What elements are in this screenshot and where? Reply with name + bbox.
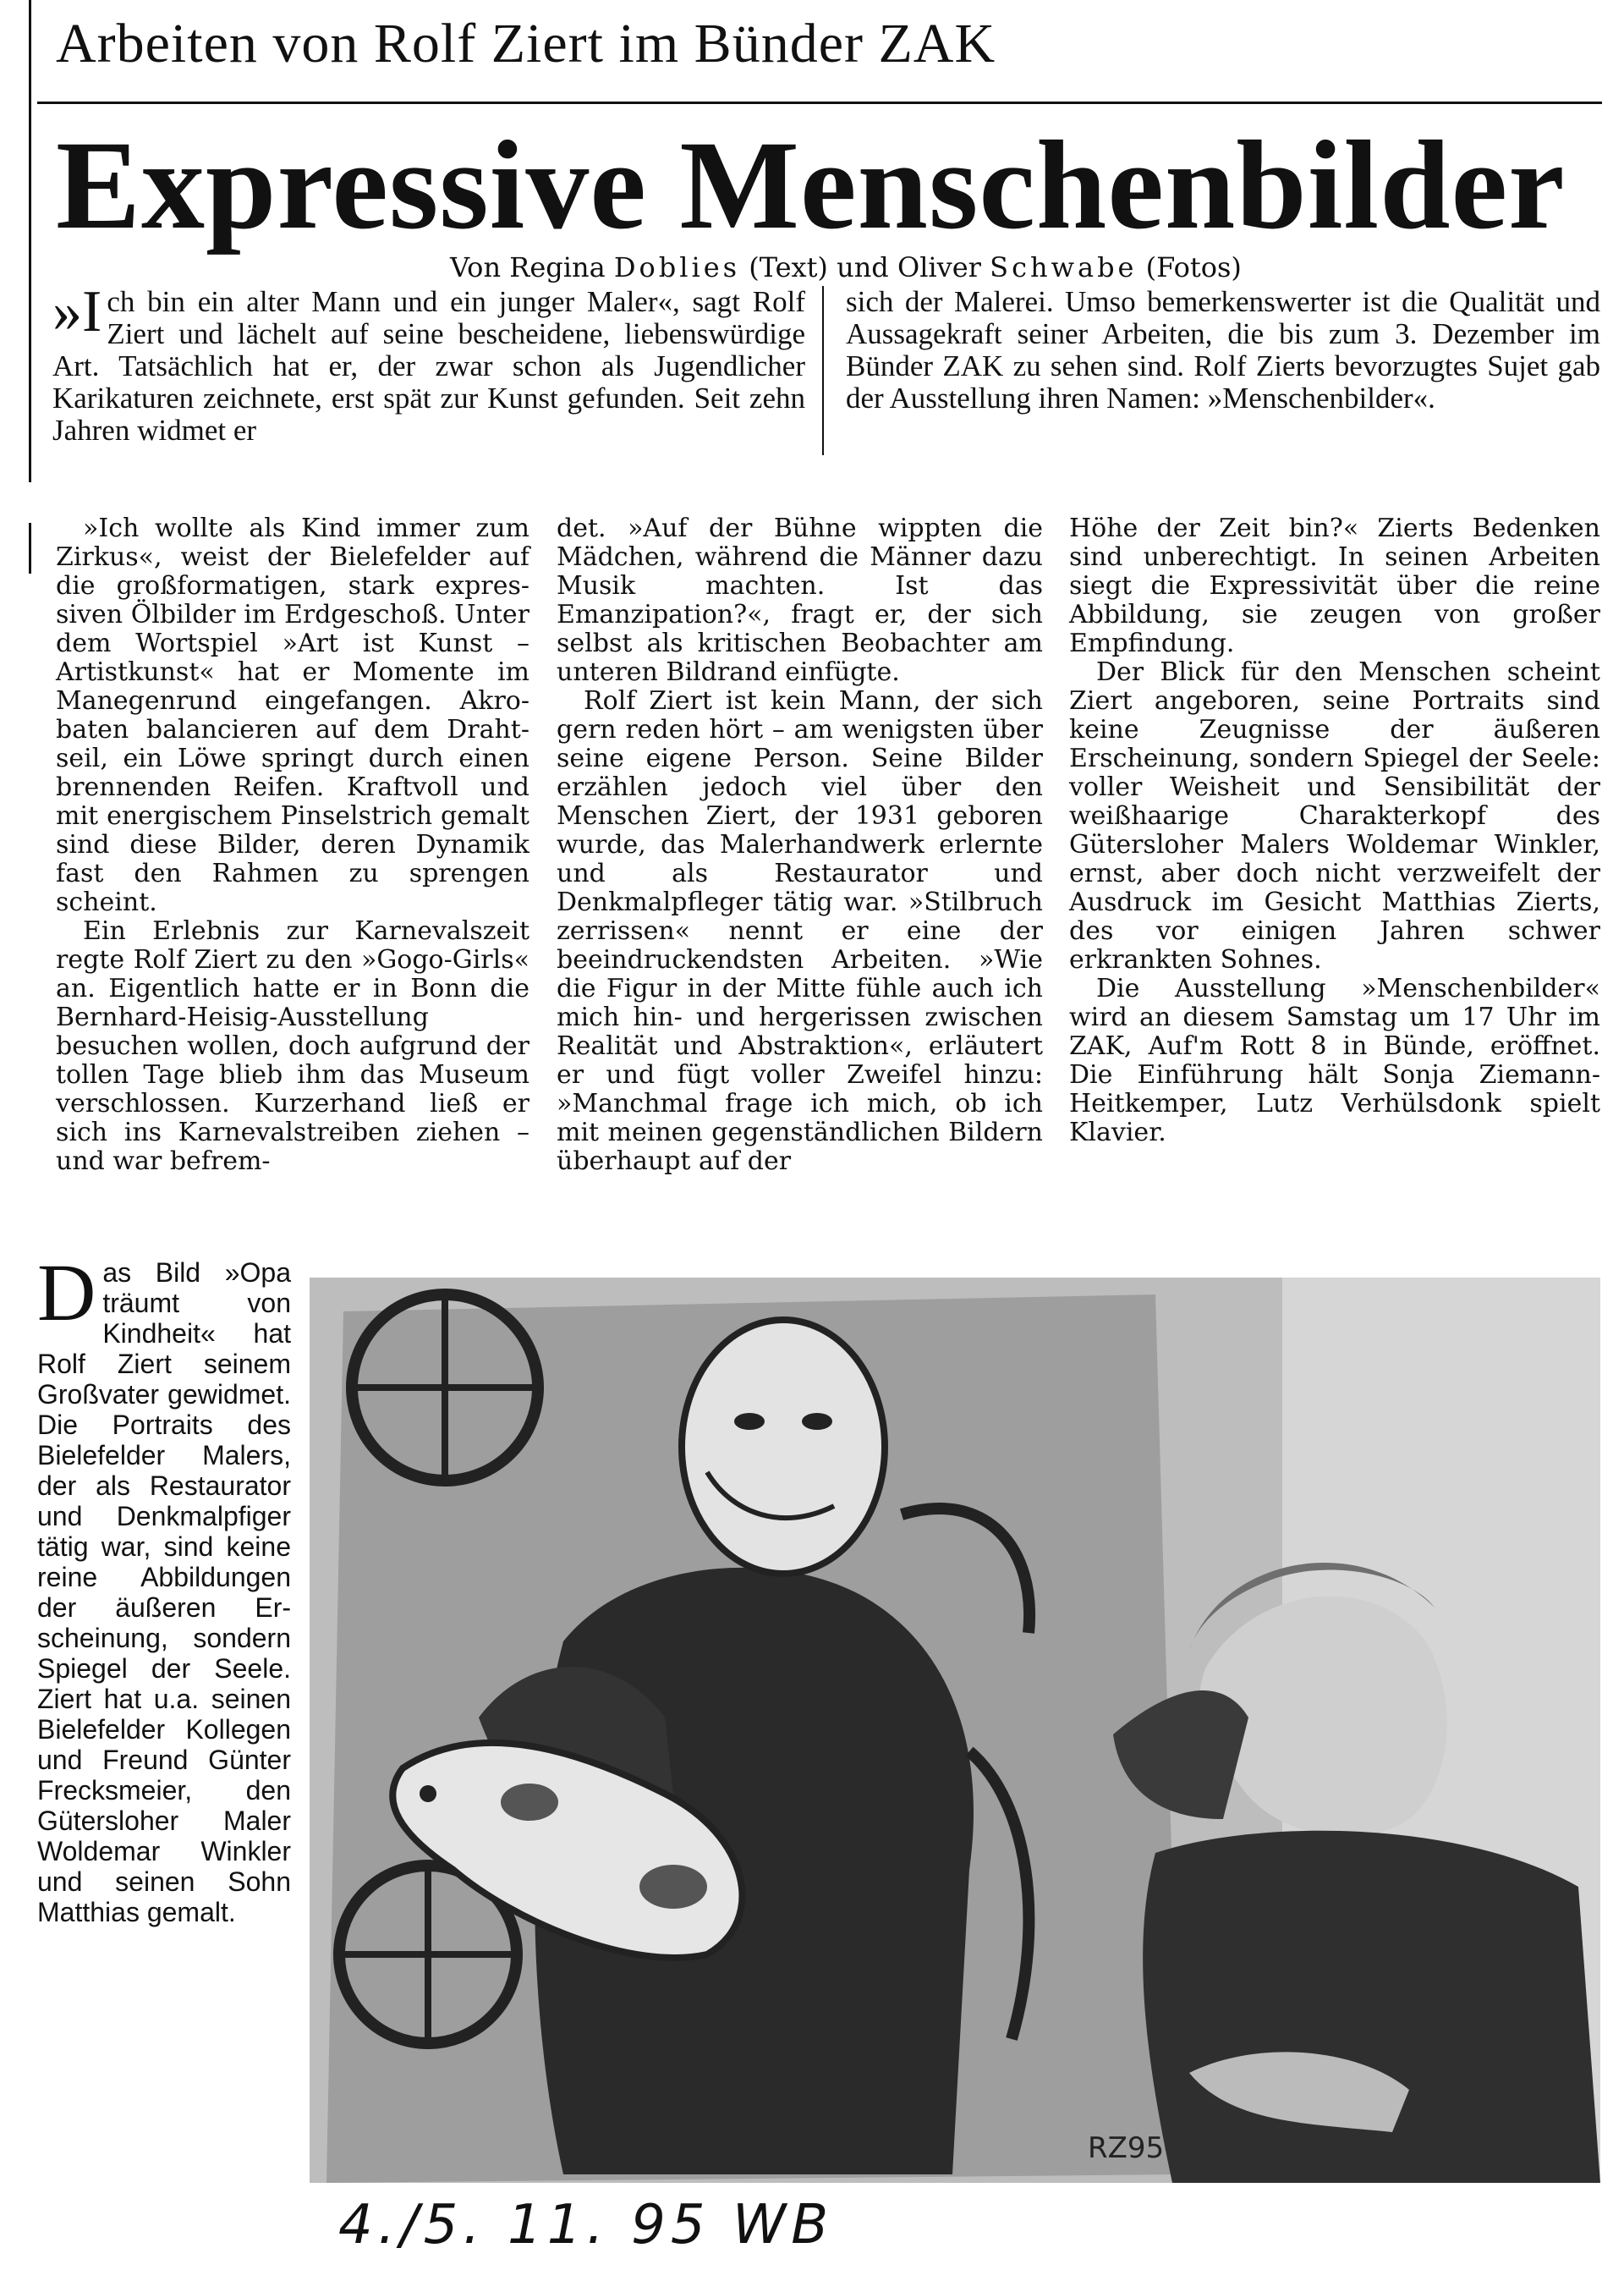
body-paragraph: det. »Auf der Bühne wippten die Mädchen, während die Männer dazu Musik machten. Ist das Emanzipation?«, fragt er, der sich selbst als kritischen Beobachter am unteren Bildrand einfügte. bbox=[557, 514, 1043, 687]
body-paragraph: Ein Erlebnis zur Karnevalszeit regte Rolf Ziert zu den »Gogo-Girls« an. Eigentlich hatte er in Bonn die Bernhard-Heisig-Ausstellung besuchen wollen, doch aufgrund der tollen Tage blieb ihm das Museum verschlossen. Kurzerhand ließ er sich ins Karnevalstreiben ziehen – und war befrem- bbox=[56, 916, 529, 1176]
article-photo bbox=[310, 1278, 1600, 2183]
body-column-3 bbox=[1069, 514, 1600, 1147]
margin-rule-short bbox=[29, 523, 31, 574]
kicker-divider bbox=[37, 102, 1602, 104]
lead-column-rule bbox=[822, 286, 824, 455]
body-paragraph: Die Ausstellung »Menschenbilder« wird an diesem Samstag um 17 Uhr im ZAK, Auf'm Rott 8 in Bünde, eröffnet. Die Einführung hält Sonja Ziemann-Heitkemper, Lutz Verhülsdonk spielt Klavier. bbox=[1069, 974, 1600, 1147]
body-column-2 bbox=[557, 514, 1043, 1176]
headline: Expressive Menschenbilder bbox=[56, 115, 1566, 256]
lead-paragraph-left bbox=[52, 279, 805, 447]
byline bbox=[450, 250, 1380, 284]
painting-signature: RZ95 bbox=[1088, 2131, 1165, 2165]
byline-mid: (Text) und Oliver bbox=[740, 251, 990, 283]
body-column-1 bbox=[56, 514, 529, 1176]
byline-post: (Fotos) bbox=[1137, 251, 1242, 283]
byline-pre: Von Regina bbox=[450, 251, 614, 283]
kicker-line: Arbeiten von Rolf Ziert im Bünder ZAK bbox=[56, 13, 996, 74]
body-paragraph: »Ich wollte als Kind immer zum Zirkus«, weist der Bielefelder auf die großformatigen, stark expressiven Ölbilder im Erdgeschoß. Unter dem Wortspiel »Art ist Kunst – Artistkunst« hat er Momente im Manegenrund eingefangen. Akrobaten balancieren auf dem Drahtseil, ein Löwe springt durch einen brennenden Reifen. Kraftvoll und mit energischem Pinselstrich gemalt sind diese Bilder, deren Dynamik fast den Rahmen zu sprengen scheint. bbox=[56, 514, 529, 917]
lead-initial-letter: I bbox=[82, 279, 102, 344]
lead-paragraph-right: sich der Malerei. Umso bemerkenswerter ist die Qualität und Aussagekraft seiner Arbeiten, die bis zum 3. Dezember im Bünder ZAK zu sehen sind. Rolf Zierts bevorzugtes Sujet gab der Ausstellung ihren Namen: »Menschenbilder«. bbox=[846, 285, 1600, 415]
body-paragraph: Der Blick für den Menschen scheint Ziert angeboren, seine Portraits sind keine Zeugnisse der äußeren Erscheinung, sondern Spiegel der Seele: voller Weisheit und Sensibilität der weißhaarige Charakterkopf des Gütersloher Malers Woldemar Winkler, ernst, aber doch nicht verzweifelt der Ausdruck im Gesicht Matthias Zierts, des vor einigen Jahren schwer erkrankten Sohnes. bbox=[1069, 657, 1600, 975]
lead-quote-mark: » bbox=[52, 279, 82, 344]
byline-author: Doblies bbox=[613, 251, 741, 283]
body-paragraph: Rolf Ziert ist kein Mann, der sich gern reden hört – am wenigsten über seine eigene Person. Seine Bilder erzählen jedoch viel über den Menschen Ziert, der 1931 geboren wurde, das Malerhandwerk erlernte und als Restaurator und Denkmalpfleger tätig war. »Stilbruch zerrissen« nennt er eine der beeindruckendsten Arbeiten. »Wie die Figur in der Mitte fühle auch ich mich hin- und hergerissen zwischen Realität und Abstraktion«, erläutert er und fügt voller Zweifel hinzu: »Manchmal frage ich mich, ob ich mit meinen gegenständlichen Bildern überhaupt auf der bbox=[557, 686, 1043, 1176]
photo-caption bbox=[37, 1247, 291, 1927]
body-paragraph: Höhe der Zeit bin?« Zierts Bedenken sind unberechtigt. In seinen Arbeiten siegt die Expressivität über die reine Abbildung, sie zeugen von großer Empfindung. bbox=[1069, 514, 1600, 658]
photo-illustration bbox=[310, 1278, 1600, 2183]
lead-initial bbox=[52, 279, 102, 344]
handwritten-date-note: 4./5. 11. 95 WB bbox=[338, 2194, 834, 2256]
lead-left-text: ch bin ein alter Mann und ein junger Maler«, sagt Rolf Ziert und lächelt auf seine bescheidene, liebenswürdige Art. Tatsächlich hat er, der zwar schon als Jugendlicher Karikaturen zeichnete, erst spät zur Kunst gefunden. Seit zehn Jahren widmet er bbox=[52, 285, 805, 447]
byline-photographer: Schwabe bbox=[990, 251, 1138, 283]
margin-rule bbox=[29, 0, 31, 482]
caption-dropcap: D bbox=[37, 1247, 96, 1338]
painting bbox=[326, 1294, 1181, 2183]
caption-text: as Bild »Opa träumt von Kindheit« hat Rolf Ziert seinem Großvater gewidmet. Die Portraits des Bielefelder Malers, der als Restaurator und Denkmalpfiger tätig war, sind keine reine Abbildungen der äußeren Erscheinung, sondern Spiegel der Seele. Ziert hat u.a. seinen Bielefelder Kollegen und Freund Günter Frecksmeier, den Gütersloher Maler Woldemar Winkler und seinen Sohn Matthias gemalt. bbox=[37, 1257, 291, 1927]
